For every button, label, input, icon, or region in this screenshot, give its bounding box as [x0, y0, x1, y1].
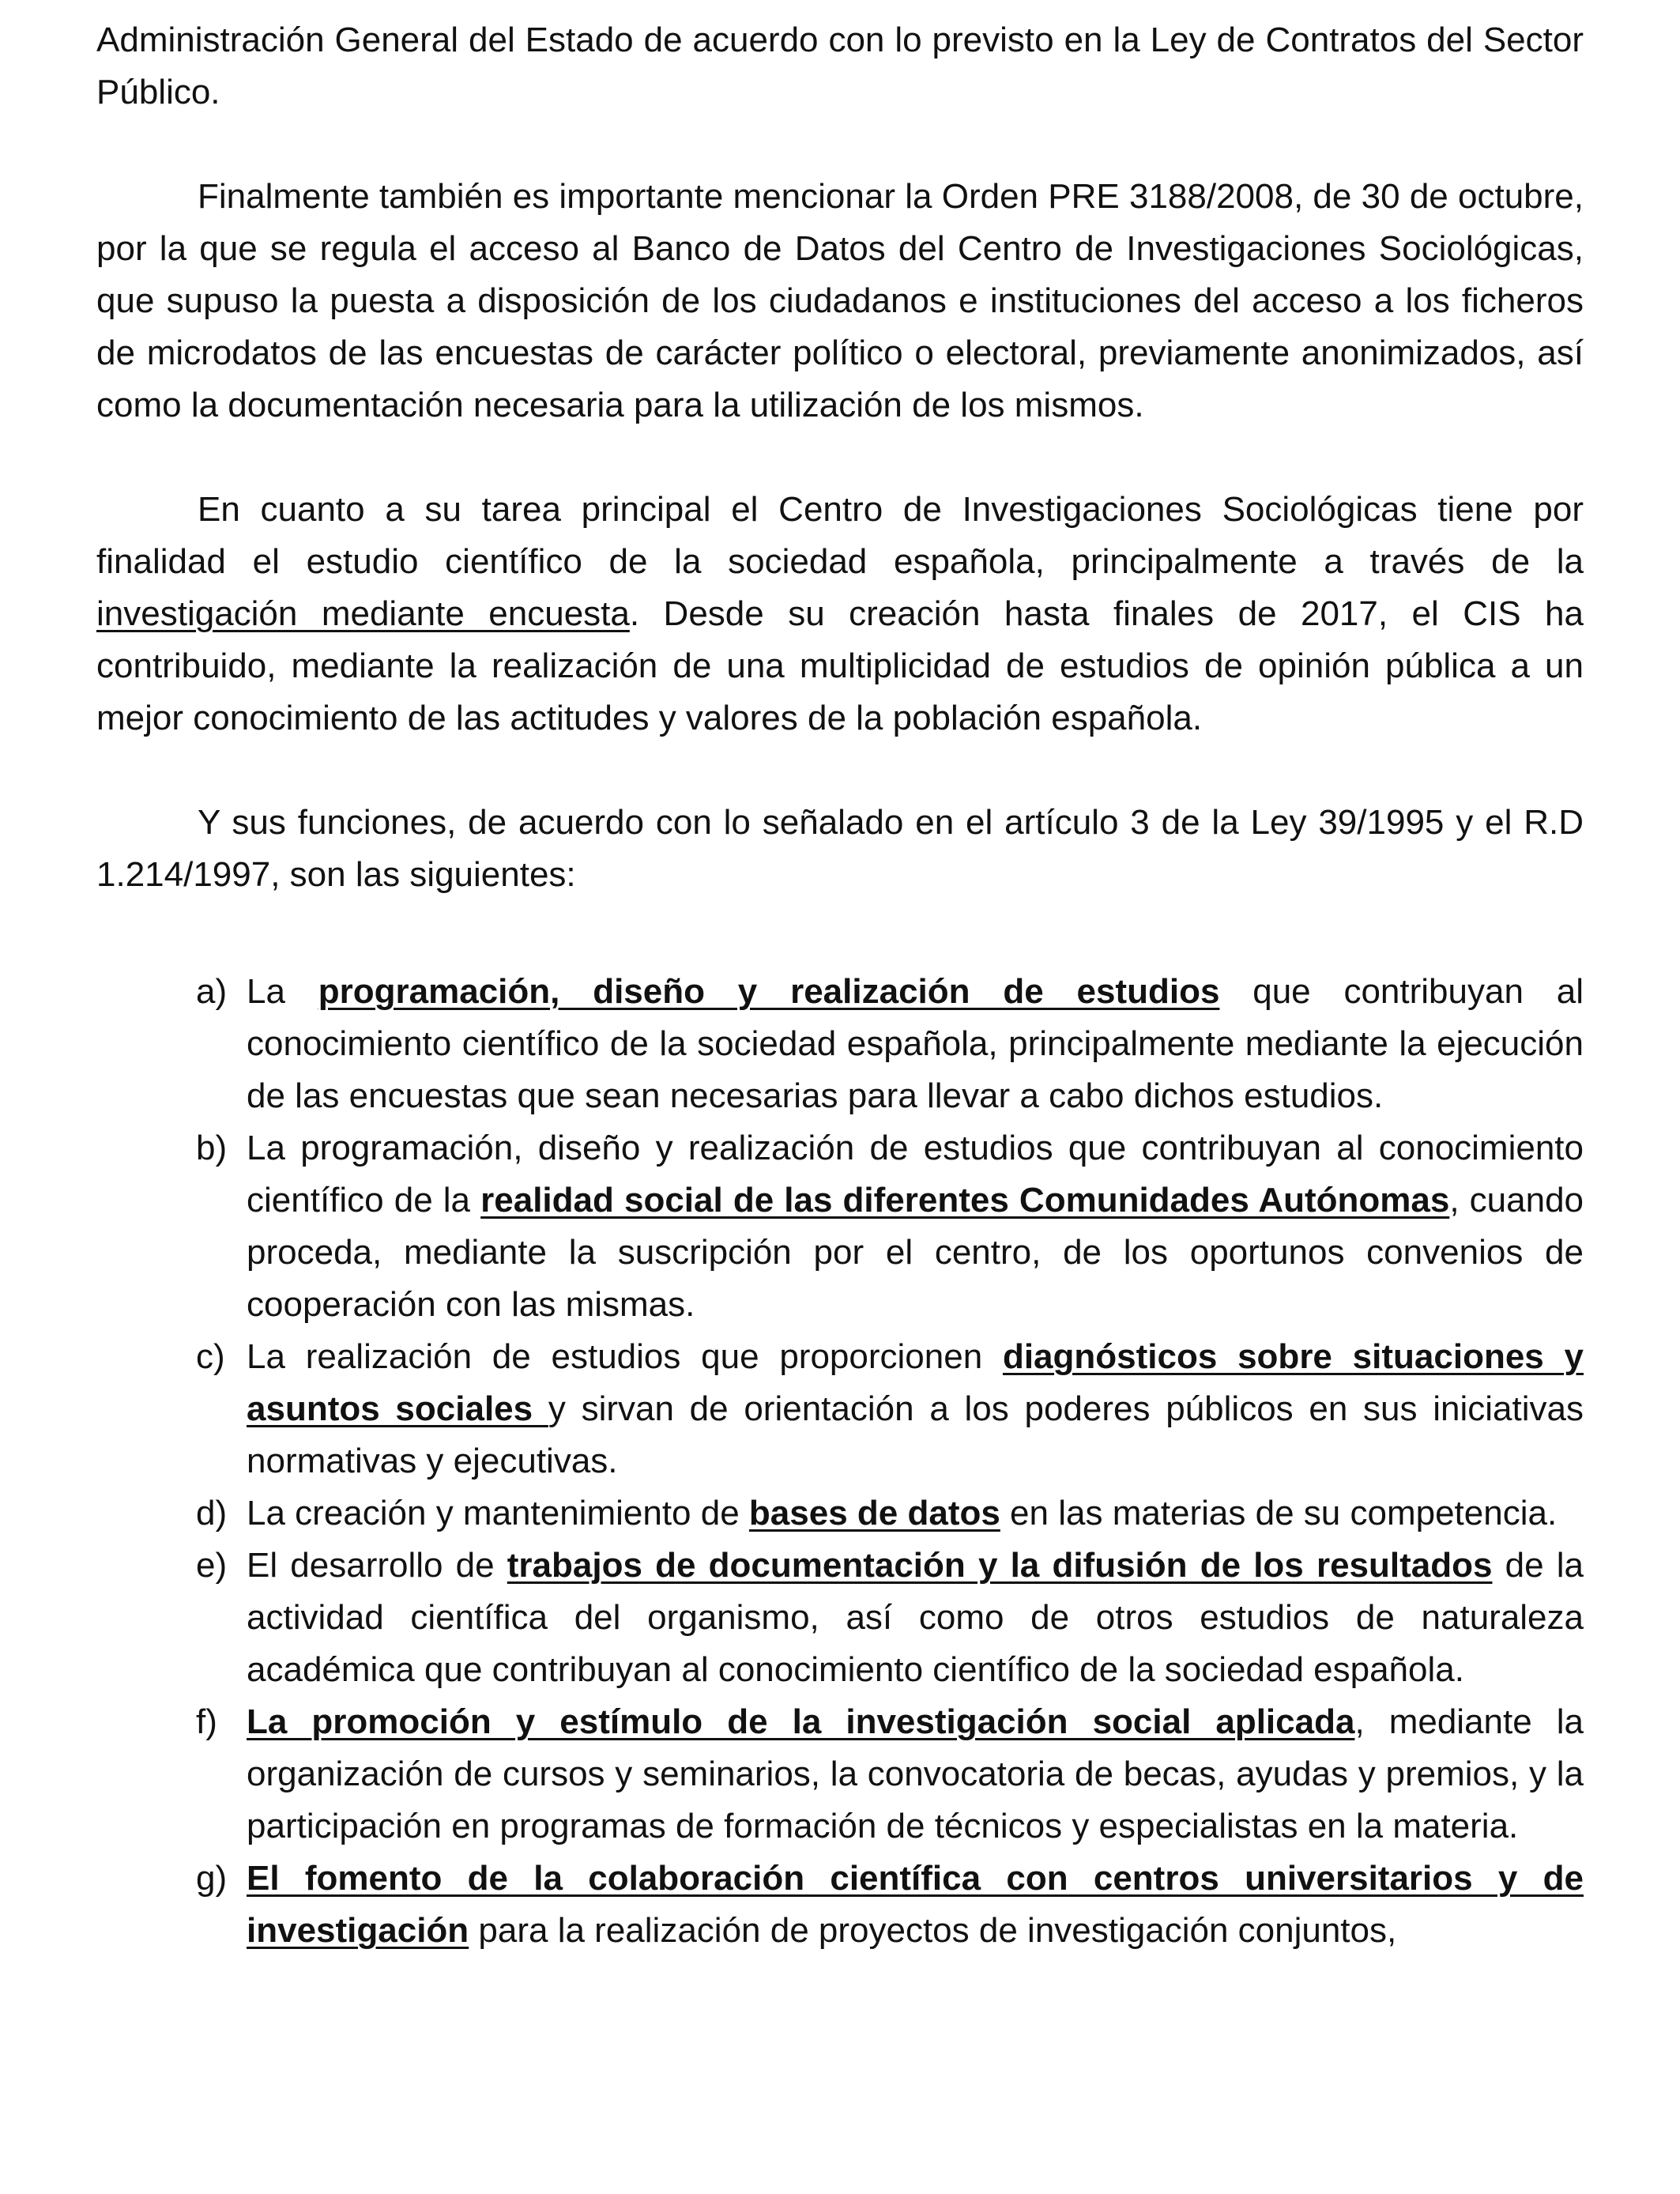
list-marker: c) [196, 1337, 225, 1376]
paragraph-spacer [96, 745, 1584, 797]
list-item [96, 1122, 1584, 1331]
list-item [96, 1540, 1584, 1696]
paragraph-spacer [96, 432, 1584, 484]
functions-list [96, 966, 1584, 1957]
list-item-text: La programación, diseño y realización de estudios que contribuyan al conocimiento científico de la realidad social de las diferentes Comunidades Autónomas, cuando proceda, mediante la suscripción por el centro, de los oportunos convenios de cooperación con las mismas. [247, 1129, 1584, 1324]
list-marker: e) [196, 1546, 228, 1585]
list-item-text: La realización de estudios que proporcionen diagnósticos sobre situaciones y asuntos sociales y sirvan de orientación a los poderes públicos en sus iniciativas normativas y ejecutivas. [247, 1337, 1584, 1480]
list-item [96, 966, 1584, 1122]
list-item-text: La creación y mantenimiento de bases de datos en las materias de su competencia. [247, 1494, 1558, 1532]
underlined-phrase: investigación mediante encuesta [96, 594, 630, 633]
paragraph-spacer [96, 901, 1584, 966]
paragraph-text: En cuanto a su tarea principal el Centro de Investigaciones Sociológicas tiene por finalidad el estudio científico de la sociedad española, principalmente a través de la [96, 490, 1584, 581]
emphasis-phrase: realidad social de las diferentes Comunidades Autónomas [480, 1181, 1450, 1220]
list-item [96, 1331, 1584, 1487]
list-item-text: El desarrollo de trabajos de documentación y la difusión de los resultados de la actividad científica del organismo, así como de otros estudios de naturaleza académica que contribuyan al conocimiento científico de la sociedad española. [247, 1546, 1584, 1689]
list-marker: d) [196, 1494, 228, 1532]
paragraph-tarea-principal [96, 484, 1584, 745]
list-marker: g) [196, 1859, 228, 1898]
list-item-text: El fomento de la colaboración científica con centros universitarios y de investigación para la realización de proyectos de investigación conjuntos, [247, 1859, 1584, 1950]
emphasis-phrase: bases de datos [748, 1494, 1000, 1532]
list-marker: f) [196, 1702, 217, 1741]
emphasis-phrase: La promoción y estímulo de la investigación social aplicada [247, 1702, 1355, 1741]
document-page [96, 14, 1584, 1957]
list-item [96, 1696, 1584, 1853]
paragraph-contratos: Administración General del Estado de acuerdo con lo previsto en la Ley de Contratos del Sector Público. [96, 21, 1584, 111]
list-item-text: La programación, diseño y realización de estudios que contribuyan al conocimiento científico de la sociedad española, principalmente mediante la ejecución de las encuestas que sean necesarias para llevar a cabo dichos estudios. [247, 972, 1584, 1115]
list-item-text: La promoción y estímulo de la investigación social aplicada, mediante la organización de cursos y seminarios, la convocatoria de becas, ayudas y premios, y la participación en programas de formación de técnicos y especialistas en la materia. [247, 1702, 1584, 1845]
paragraph-spacer [96, 119, 1584, 171]
paragraph-orden-pre: Finalmente también es importante mencionar la Orden PRE 3188/2008, de 30 de octubre, por la que se regula el acceso al Banco de Datos del Centro de Investigaciones Sociológicas, que supuso la puesta a disposición de los ciudadanos e instituciones del acceso a los ficheros de microdatos de las encuestas de carácter político o electoral, previamente anonimizados, así como la documentación necesaria para la utilización de los mismos. [96, 177, 1584, 424]
paragraph-text: . Desde su creación hasta finales de 2017, el CIS ha contribuido, mediante la realización de una multiplicidad de estudios de opinión pública a un mejor conocimiento de las actitudes y valores de la población española. [96, 594, 1584, 737]
emphasis-phrase: El fomento de la colaboración científica con centros universitarios y de investigación [247, 1859, 1584, 1950]
list-marker: a) [196, 972, 228, 1011]
emphasis-phrase: programación, diseño y realización de estudios [318, 972, 1220, 1011]
list-marker: b) [196, 1129, 228, 1167]
emphasis-phrase: trabajos de documentación y la difusión de los resultados [507, 1546, 1493, 1585]
list-item [96, 1853, 1584, 1957]
paragraph-funciones-intro: Y sus funciones, de acuerdo con lo señalado en el artículo 3 de la Ley 39/1995 y el R.D 1.214/1997, son las siguientes: [96, 803, 1584, 894]
emphasis-phrase: diagnósticos sobre situaciones y asuntos sociales [247, 1337, 1584, 1428]
list-item [96, 1487, 1584, 1540]
